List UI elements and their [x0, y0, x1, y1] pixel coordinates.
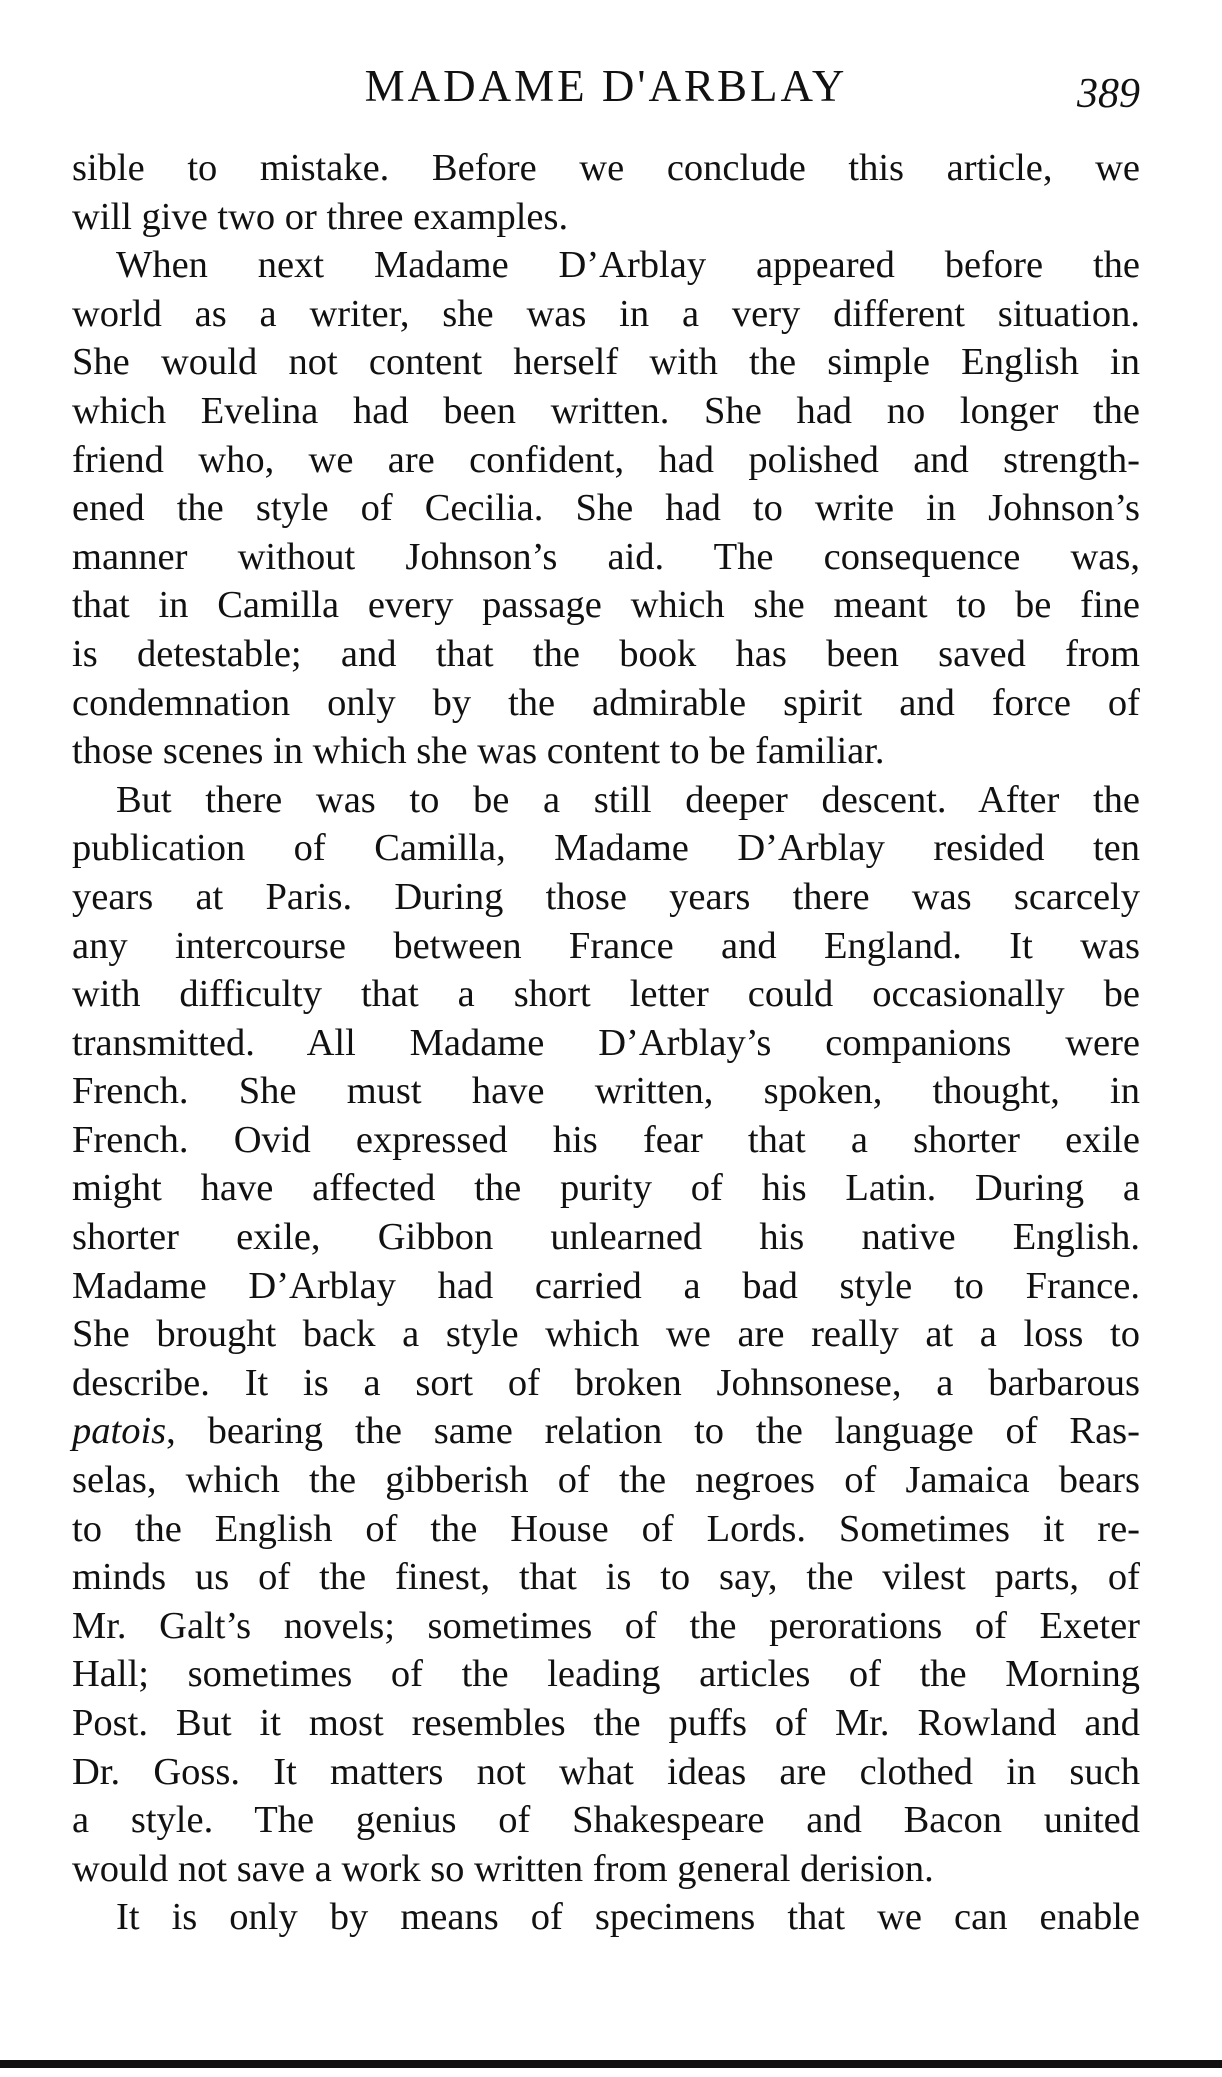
text-line: minds us of the finest, that is to say, the vilest parts, of [72, 1556, 1140, 1599]
text-line: She brought back a style which we are really at a loss to [72, 1313, 1140, 1356]
text-line-with-italic [72, 1407, 1140, 1456]
running-title: MADAME D'ARBLAY [364, 61, 848, 111]
text-line: Mr. Galt’s novels; sometimes of the perorations of Exeter [72, 1604, 1140, 1647]
text-line: condemnation only by the admirable spirit and force of [72, 681, 1140, 724]
text-line: French. She must have written, spoken, thought, in [72, 1070, 1140, 1113]
text-line: selas, which the gibberish of the negroes of Jamaica bears [72, 1459, 1140, 1502]
text-line: with difficulty that a short letter could occasionally be [72, 973, 1140, 1016]
bottom-rule [0, 2060, 1222, 2068]
text-line: ened the style of Cecilia. She had to write in Johnson’s [72, 487, 1140, 530]
text-line: world as a writer, she was in a very different situation. [72, 292, 1140, 335]
text-line: that in Camilla every passage which she meant to be fine [72, 584, 1140, 627]
text-line-remainder: , bearing the same relation to the language of Ras- [166, 1410, 1140, 1453]
text-line: might have affected the purity of his Latin. During a [72, 1167, 1140, 1210]
text-line: will give two or three examples. [72, 195, 569, 238]
text-line: is detestable; and that the book has been saved from [72, 632, 1140, 675]
text-line: French. Ovid expressed his fear that a shorter exile [72, 1118, 1140, 1161]
text-line: Madame D’Arblay had carried a bad style to France. [72, 1264, 1140, 1307]
text-line: to the English of the House of Lords. Sometimes it re- [72, 1507, 1140, 1550]
text-line: Dr. Goss. It matters not what ideas are clothed in such [72, 1750, 1140, 1793]
text-line: When next Madame D’Arblay appeared before the [116, 244, 1140, 287]
text-line: friend who, we are confident, had polished and strength- [72, 438, 1140, 481]
text-line: years at Paris. During those years there was scarcely [72, 875, 1140, 918]
text-line: which Evelina had been written. She had no longer the [72, 389, 1140, 432]
text-line: those scenes in which she was content to be familiar. [72, 730, 885, 773]
text-line: publication of Camilla, Madame D’Arblay resided ten [72, 827, 1140, 870]
text-line: a style. The genius of Shakespeare and Bacon united [72, 1799, 1140, 1842]
italic-word-patois: patois [72, 1410, 167, 1453]
text-line: Post. But it most resembles the puffs of Mr. Rowland and [72, 1702, 1140, 1744]
text-line: would not save a work so written from general derision. [72, 1847, 934, 1890]
running-head [72, 56, 1140, 116]
text-line: describe. It is a sort of broken Johnsonese, a barbarous [72, 1361, 1140, 1404]
text-line: transmitted. All Madame D’Arblay’s companions were [72, 1021, 1140, 1064]
text-line: any intercourse between France and England. It was [72, 924, 1140, 967]
text-line: She would not content herself with the simple English in [72, 341, 1140, 384]
text-line: It is only by means of specimens that we can enable [116, 1896, 1140, 1939]
text-line: But there was to be a still deeper descent. After the [116, 778, 1140, 821]
page-number: 389 [1077, 71, 1140, 117]
body-text [72, 144, 1140, 1942]
text-line: shorter exile, Gibbon unlearned his native English. [72, 1216, 1140, 1259]
text-line: Hall; sometimes of the leading articles of the Morning [72, 1653, 1140, 1696]
text-line: manner without Johnson’s aid. The consequence was, [72, 535, 1140, 578]
text-line: sible to mistake. Before we conclude this article, we [72, 147, 1140, 189]
